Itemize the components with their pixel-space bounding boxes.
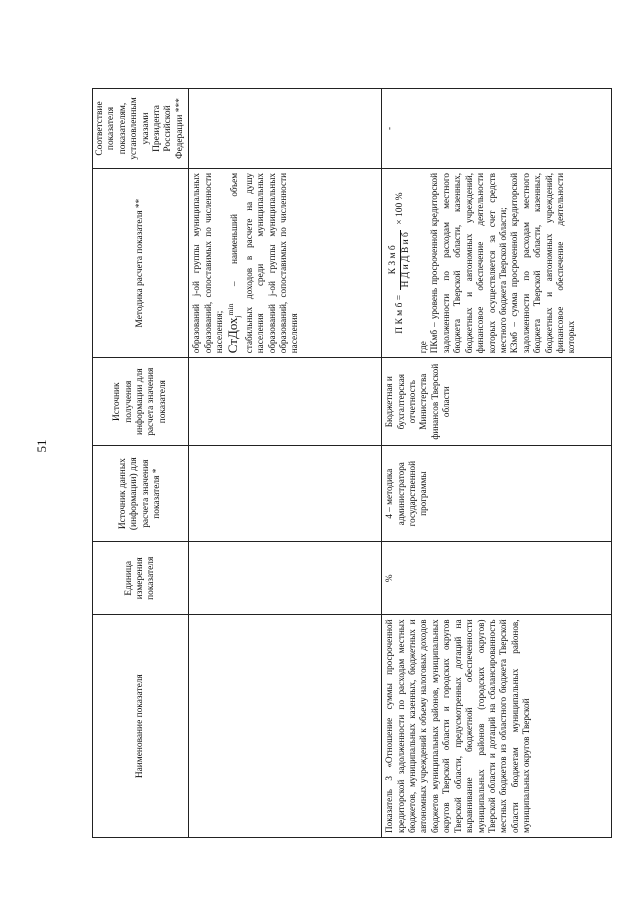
cell-name-empty <box>189 615 382 838</box>
cell-indicator-name: Показатель 3 «Отношение суммы просроченной кредиторской задолженности по расходам местных бюджетов, муниципальных казенных, бюджетных и автономных учреждений к объему налоговых доходов бюджетов муниципальных районов, муниципальных округов Тверской области и городских округов Тверской области, предусмотренных дотаций на выравнивание бюджетной обеспеченности муниципальных районов (городских округов) Тверской области и дотаций на сбалансированность местных бюджетов из областного бюджета Тверской области бюджетам муниципальных районов, муниципальных округов Тверской <box>382 615 612 838</box>
method-where: где <box>418 341 429 354</box>
symbol-superscript: min <box>226 303 236 316</box>
header-data-source: Источник данных (информации) для расчета значения показателя * <box>93 446 189 542</box>
indicator-table <box>92 88 612 838</box>
cell-compliance-empty <box>189 89 382 169</box>
header-method: Методика расчета показателя ** <box>93 169 189 358</box>
symbol-subscript: j <box>233 315 243 318</box>
method-text-b: – наименьший объем стабильных доходов в расчете на душу населения среди муниципальных образований j-ой группы муниципальных образований, сопоставимых по численности населения <box>229 172 300 354</box>
cell-info-source-empty <box>189 358 382 446</box>
page-number: 51 <box>34 439 49 453</box>
cell-compliance: - <box>382 89 612 169</box>
method-text-pkmb: ПКмб – уровень просроченной кредиторской задолженности по расходам местного бюджета Тверской области, казенных, бюджетных и автономных учреждений, финансовое обеспечение деятельности которых осуществляется за счет средств местного бюджета Тверской области; <box>429 173 508 354</box>
header-compliance: Соответствие показателя показателям, установленным указами Президента Российской Федерации *** <box>93 89 189 169</box>
header-info-source: Источник получения информации для расчета значения показателя <box>93 358 189 446</box>
cell-data-source: 4 – методика администратора государственной программы <box>382 446 612 542</box>
table-header-row <box>93 89 189 838</box>
table-row <box>382 89 612 838</box>
indicator-table-frame <box>92 88 587 838</box>
symbol-stdoh: СтДох <box>225 317 241 354</box>
method-symbol-line <box>225 173 300 353</box>
cell-unit: % <box>382 542 612 615</box>
method-text-kzmb: КЗмб – сумма просроченной кредиторской задолженности по расходам местного бюджета Тверской области, казенных, бюджетных и автономных учреждений, финансовое обеспечение деятельности которых <box>509 173 577 354</box>
formula-numerator: К З м б <box>388 230 400 289</box>
cell-method-continued <box>189 169 382 358</box>
formula-right: × 100 % <box>395 192 406 225</box>
table-row <box>189 89 382 838</box>
method-text-a: образований j-ой группы муниципальных образований, сопоставимых по численности населения; <box>191 173 225 354</box>
header-unit: Единица измерения показателя <box>93 542 189 615</box>
cell-method <box>382 169 612 358</box>
formula-pkmb <box>388 173 412 353</box>
formula-left: П К м б = <box>395 294 406 334</box>
cell-data-source-empty <box>189 446 382 542</box>
formula-fraction <box>388 230 412 289</box>
formula-denominator: Н Д и Д В и б <box>400 232 411 288</box>
header-name: Наименование показателя <box>93 615 189 838</box>
cell-unit-empty <box>189 542 382 615</box>
cell-info-source: Бюджетная и бухгалтерская отчетность Министерства финансов Тверской области <box>382 358 612 446</box>
